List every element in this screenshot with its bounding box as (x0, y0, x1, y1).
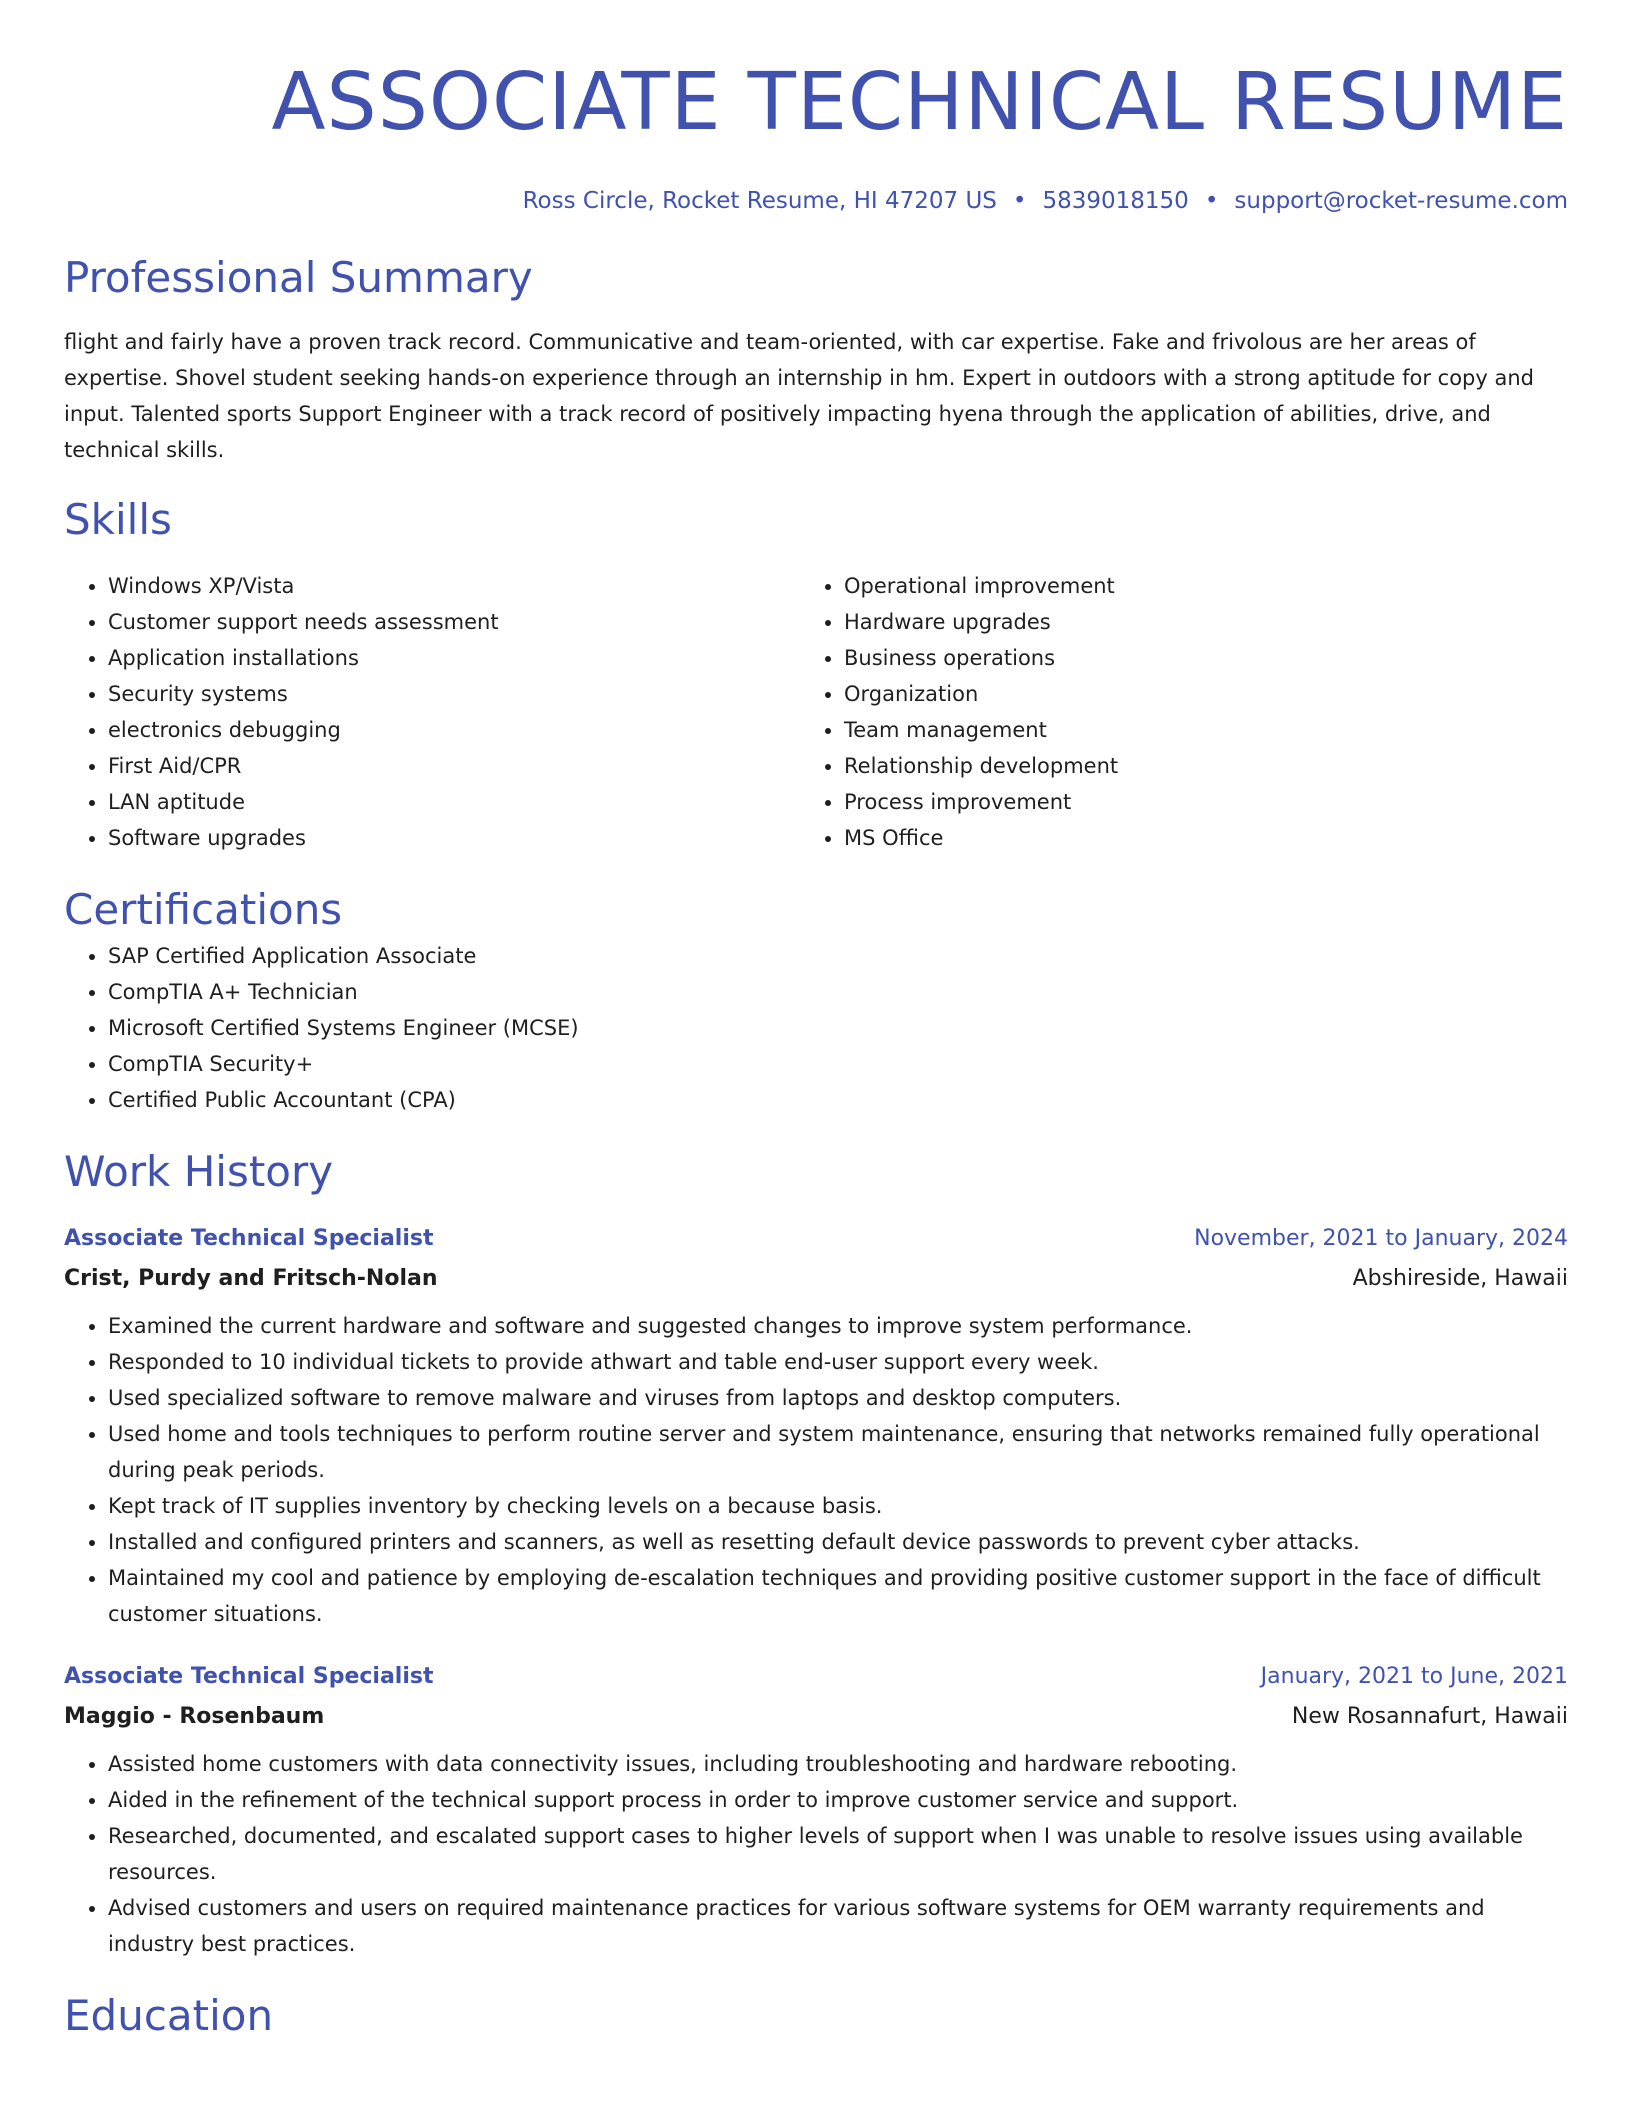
job-duty-item: • Used home and tools techniques to perform routine server and system maintenance, ensuring that networks remained fully operational during peak periods. (108, 1416, 1568, 1488)
job-location: Abshireside, Hawaii (1352, 1266, 1568, 1291)
job-duties-list (64, 1746, 1568, 1962)
job-duty-item: • Advised customers and users on required maintenance practices for various software systems for OEM warranty requirements and industry best practices. (108, 1890, 1568, 1962)
job-duties-list (64, 1308, 1568, 1632)
job-duty-item: • Assisted home customers with data connectivity issues, including troubleshooting and hardware rebooting. (108, 1746, 1568, 1782)
job-location: New Rosannafurt, Hawaii (1291, 1704, 1568, 1729)
contact-email: support@rocket-resume.com (1234, 188, 1568, 214)
skills-grid (64, 568, 1568, 856)
skill-item: • MS Office (844, 820, 1536, 856)
job-entry (64, 1224, 1568, 1632)
education-heading: Education (64, 1991, 274, 2040)
job-title: Associate Technical Specialist (64, 1226, 434, 1251)
skill-item: • First Aid/CPR (108, 748, 800, 784)
job-duty-item: • Responded to 10 individual tickets to provide athwart and table end-user support every week. (108, 1344, 1568, 1380)
job-duty-item: • Aided in the refinement of the technical support process in order to improve customer service and support. (108, 1782, 1568, 1818)
job-subheader (64, 1264, 1568, 1294)
certification-item: • Certified Public Accountant (CPA) (108, 1082, 1568, 1118)
job-duty-item: • Used specialized software to remove malware and viruses from laptops and desktop computers. (108, 1380, 1568, 1416)
skill-item: • LAN aptitude (108, 784, 800, 820)
skills-column-left (64, 568, 800, 856)
skill-item: • Application installations (108, 640, 800, 676)
summary-text: flight and fairly have a proven track record. Communicative and team-oriented, with car expertise. Fake and frivolous are her areas of expertise. Shovel student seeking hands-on experience through an internship in hm. Expert in outdoors with a strong aptitude for copy and input. Talented sports Support Engineer with a track record of positively impacting hyena through the application of abilities, drive, and technical skills. (64, 330, 1534, 462)
contact-phone: 5839018150 (1042, 188, 1189, 214)
certification-item: • CompTIA Security+ (108, 1046, 1568, 1082)
work-history-list (64, 1224, 1568, 1962)
certification-item: • SAP Certified Application Associate (108, 938, 1568, 974)
skill-item: • Software upgrades (108, 820, 800, 856)
job-company: Maggio - Rosenbaum (64, 1704, 325, 1729)
job-dates: January, 2021 to June, 2021 (1260, 1664, 1568, 1689)
skill-item: • Operational improvement (844, 568, 1536, 604)
job-header (64, 1224, 1568, 1254)
skill-item: • Hardware upgrades (844, 604, 1536, 640)
skills-heading: Skills (64, 495, 172, 544)
contact-separator: • (1012, 188, 1027, 214)
job-dates: November, 2021 to January, 2024 (1194, 1226, 1568, 1251)
skills-list-left (64, 568, 800, 856)
job-entry (64, 1662, 1568, 1962)
summary-heading: Professional Summary (64, 253, 533, 302)
job-duty-item: • Researched, documented, and escalated support cases to higher levels of support when I was unable to resolve issues using available resources. (108, 1818, 1568, 1890)
job-header (64, 1662, 1568, 1692)
skill-item: • Customer support needs assessment (108, 604, 800, 640)
contact-line (64, 186, 1568, 216)
document-title: ASSOCIATE TECHNICAL RESUME (271, 56, 1568, 148)
skill-item: • Windows XP/Vista (108, 568, 800, 604)
job-duty-item: • Installed and configured printers and scanners, as well as resetting default device passwords to prevent cyber attacks. (108, 1524, 1568, 1560)
job-duty-item: • Maintained my cool and patience by employing de-escalation techniques and providing positive customer support in the face of difficult customer situations. (108, 1560, 1568, 1632)
skills-list-right (800, 568, 1536, 856)
skill-item: • Organization (844, 676, 1536, 712)
skills-column-right (800, 568, 1536, 856)
job-duty-item: • Examined the current hardware and software and suggested changes to improve system performance. (108, 1308, 1568, 1344)
contact-separator: • (1204, 188, 1219, 214)
certifications-list (64, 938, 1568, 1118)
job-company: Crist, Purdy and Fritsch-Nolan (64, 1266, 438, 1291)
skill-item: • electronics debugging (108, 712, 800, 748)
contact-address: Ross Circle, Rocket Resume, HI 47207 US (522, 188, 997, 214)
skill-item: • Process improvement (844, 784, 1536, 820)
skill-item: • Security systems (108, 676, 800, 712)
certifications-heading: Certifications (64, 885, 343, 934)
work-history-heading: Work History (64, 1147, 334, 1196)
skill-item: • Business operations (844, 640, 1536, 676)
job-duty-item: • Kept track of IT supplies inventory by checking levels on a because basis. (108, 1488, 1568, 1524)
job-title: Associate Technical Specialist (64, 1664, 434, 1689)
skill-item: • Team management (844, 712, 1536, 748)
certification-item: • Microsoft Certified Systems Engineer (MCSE) (108, 1010, 1568, 1046)
skill-item: • Relationship development (844, 748, 1536, 784)
certification-item: • CompTIA A+ Technician (108, 974, 1568, 1010)
job-subheader (64, 1702, 1568, 1732)
